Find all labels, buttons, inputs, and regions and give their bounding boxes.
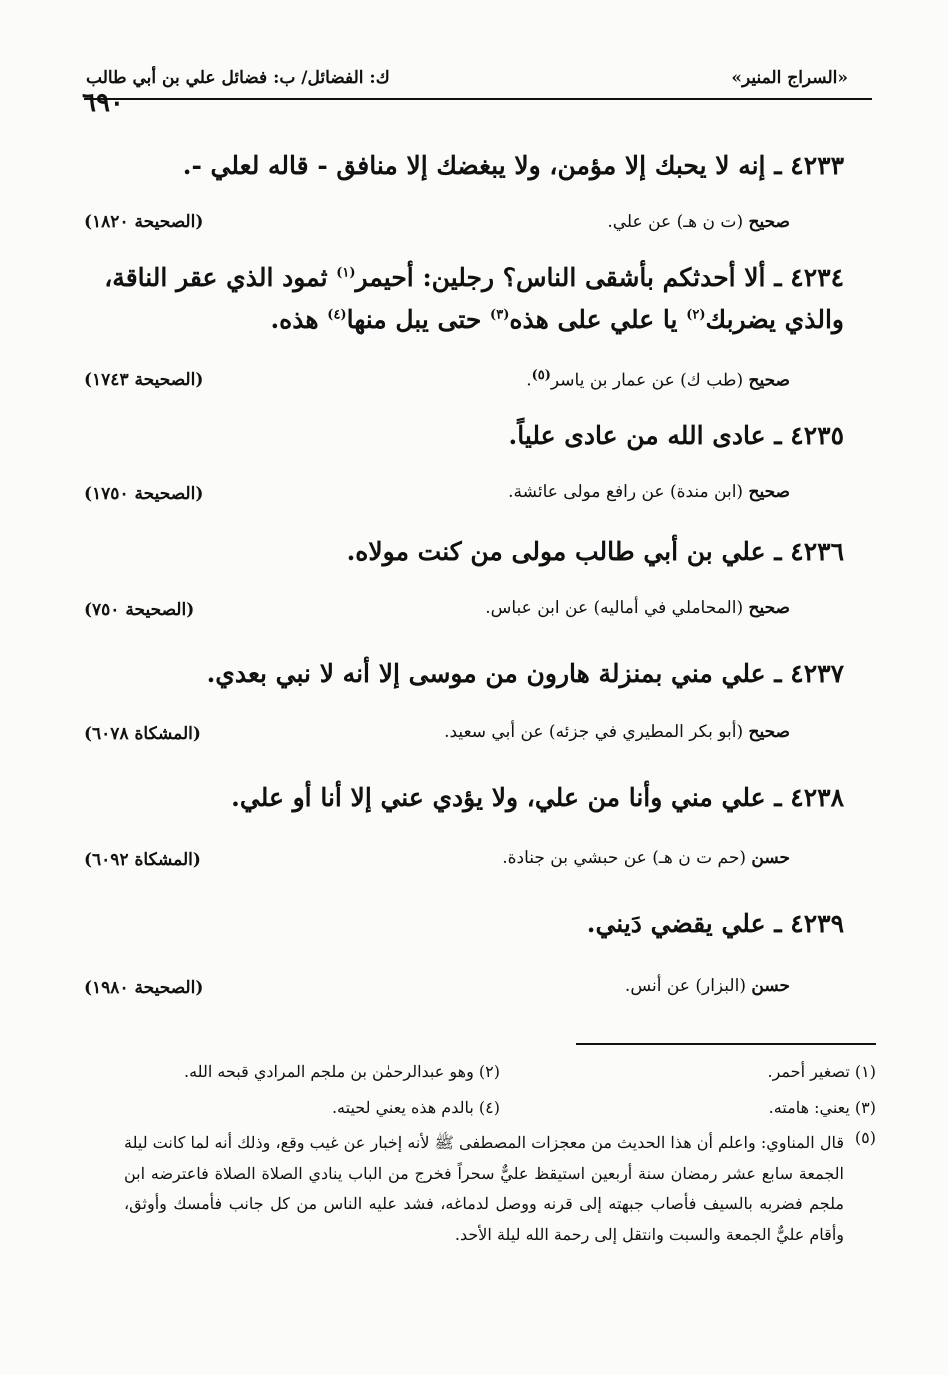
hadith-4237 [207,654,844,694]
hadith-text: علي بن أبي طالب مولى من كنت مولاه. [346,537,766,566]
hadith-text: هذه. [270,305,328,334]
reference-4233: (الصحيحة ١٨٢٠) [84,212,204,232]
hadith-text: عادى الله من عادى علياً. [508,421,766,450]
footnote-5-number: (٥) [854,1128,876,1147]
hadith-text: ثمود الذي عقر الناقة، [104,263,337,292]
hadith-4234-line1 [104,258,844,298]
grade-line-4238 [502,848,790,868]
separator: ـ [774,151,782,180]
source: (ابن مندة) عن رافع مولى عائشة. [508,482,744,502]
hadith-text: إنه لا يحبك إلا مؤمن، ولا يبغضك إلا منافق - قاله لعلي -. [182,151,766,180]
hadith-text: حتى يبل منها [346,305,491,334]
grade: صحيح [748,598,790,618]
reference-4238: (المشكاة ٦٠٩٢) [84,850,201,870]
hadith-4238 [231,778,844,818]
footnote-4 [332,1092,500,1123]
reference-4237: (المشكاة ٦٠٧٨) [84,724,201,744]
hadith-number: ٤٢٣٧ [790,659,844,688]
hadith-text: يا علي على هذه [509,305,687,334]
hadith-text: علي مني وأنا من علي، ولا يؤدي عني إلا أنا أو علي. [231,783,766,812]
header-divider [84,98,872,100]
footnote-marker-4: (٤) [327,307,347,323]
source: (المحاملي في أماليه) عن ابن عباس. [485,598,744,618]
footnote-text: تصغير أحمر. [767,1062,850,1081]
grade: صحيح [748,370,790,391]
page-number: ٦٩٠ [82,88,124,118]
hadith-4239 [587,904,844,944]
hadith-number: ٤٢٣٥ [790,421,844,450]
chapter-title: ك: الفضائل/ ب: فضائل علي بن أبي طالب [86,68,390,88]
separator: ـ [774,537,782,566]
footnote-number: (٣) [854,1098,876,1117]
reference-4235: (الصحيحة ١٧٥٠) [84,484,204,504]
separator: ـ [774,909,782,938]
footnote-number: (١) [854,1062,876,1081]
reference-4234: (الصحيحة ١٧٤٣) [84,370,204,390]
grade: صحيح [748,212,790,232]
footnote-marker-3: (٣) [490,307,510,323]
footnote-text: يعني: هامته. [768,1098,850,1117]
hadith-number: ٤٢٣٤ [790,263,844,292]
separator: ـ [774,659,782,688]
footnote-number: (٢) [478,1062,500,1081]
hadith-number: ٤٢٣٩ [790,909,844,938]
source: (ت ن هـ) عن علي. [607,212,744,232]
grade: صحيح [748,482,790,502]
hadith-text: علي يقضي دَيني. [586,909,766,938]
footnote-divider [576,1043,876,1045]
footnote-1 [768,1056,876,1087]
hadith-4234-line2 [270,300,844,340]
footnote-text: بالدم هذه يعني لحيته. [331,1098,474,1117]
source-end: . [526,370,532,391]
footnote-number: (٤) [478,1098,500,1117]
grade: حسن [751,976,790,996]
footnote-marker-2: (٢) [686,307,706,323]
source: (طب ك) عن عمار بن ياسر [550,370,744,391]
grade-line-4236 [485,598,790,618]
footnote-marker-1: (١) [336,265,356,281]
separator: ـ [774,783,782,812]
hadith-number: ٤٢٣٣ [790,151,844,180]
grade-line-4235 [508,482,790,502]
source: (أبو بكر المطيري في جزئه) عن أبي سعيد. [444,722,744,742]
hadith-text: والذي يضربك [705,305,844,334]
grade-line-4237 [444,722,790,742]
grade: حسن [751,848,790,868]
footnote-2 [184,1056,500,1087]
hadith-text: ألا أحدثكم بأشقى الناس؟ رجلين: أحيمر [355,263,766,292]
source: (البزار) عن أنس. [624,976,746,996]
footnote-marker-5: (٥) [531,368,551,383]
book-title: «السراج المنير» [731,68,848,88]
hadith-4235 [509,416,845,456]
footnote-5-text: قال المناوي: واعلم أن هذا الحديث من معجزات المصطفى ﷺ لأنه إخبار عن غيب وقع، وذلك أنه لما كانت ليلة الجمعة سابع عشر رمضان سنة أربعين استيقظ عليٌّ سحراً فخرج من الباب ينادي الصلاة الصلاة فاعترضه ابن ملجم فضربه بالسيف فأصاب جبهته إلى قرنه ووصل لدماغه، فشد عليه الناس من كل جانب فأمسك وأوثق، وأقام عليٌّ الجمعة والسبت وانتقل إلى رحمة الله ليلة الأحد. [124,1133,845,1245]
hadith-number: ٤٢٣٦ [790,537,844,566]
separator: ـ [774,263,782,292]
footnote-text: وهو عبدالرحمٰن بن ملجم المرادي قبحه الله. [183,1062,474,1081]
hadith-4236 [347,532,844,572]
grade: صحيح [748,722,790,742]
reference-4239: (الصحيحة ١٩٨٠) [84,978,204,998]
source: (حم ت ن هـ) عن حبشي بن جنادة. [502,848,746,868]
hadith-text: علي مني بمنزلة هارون من موسى إلا أنه لا نبي بعدي. [206,659,766,688]
hadith-4233 [183,146,844,186]
separator: ـ [774,421,782,450]
grade-line-4234 [526,368,790,391]
reference-4236: (الصحيحة ٧٥٠) [84,600,195,620]
hadith-number: ٤٢٣٨ [790,783,844,812]
footnote-3 [769,1092,876,1123]
grade-line-4239 [625,976,790,996]
grade-line-4233 [607,212,790,232]
